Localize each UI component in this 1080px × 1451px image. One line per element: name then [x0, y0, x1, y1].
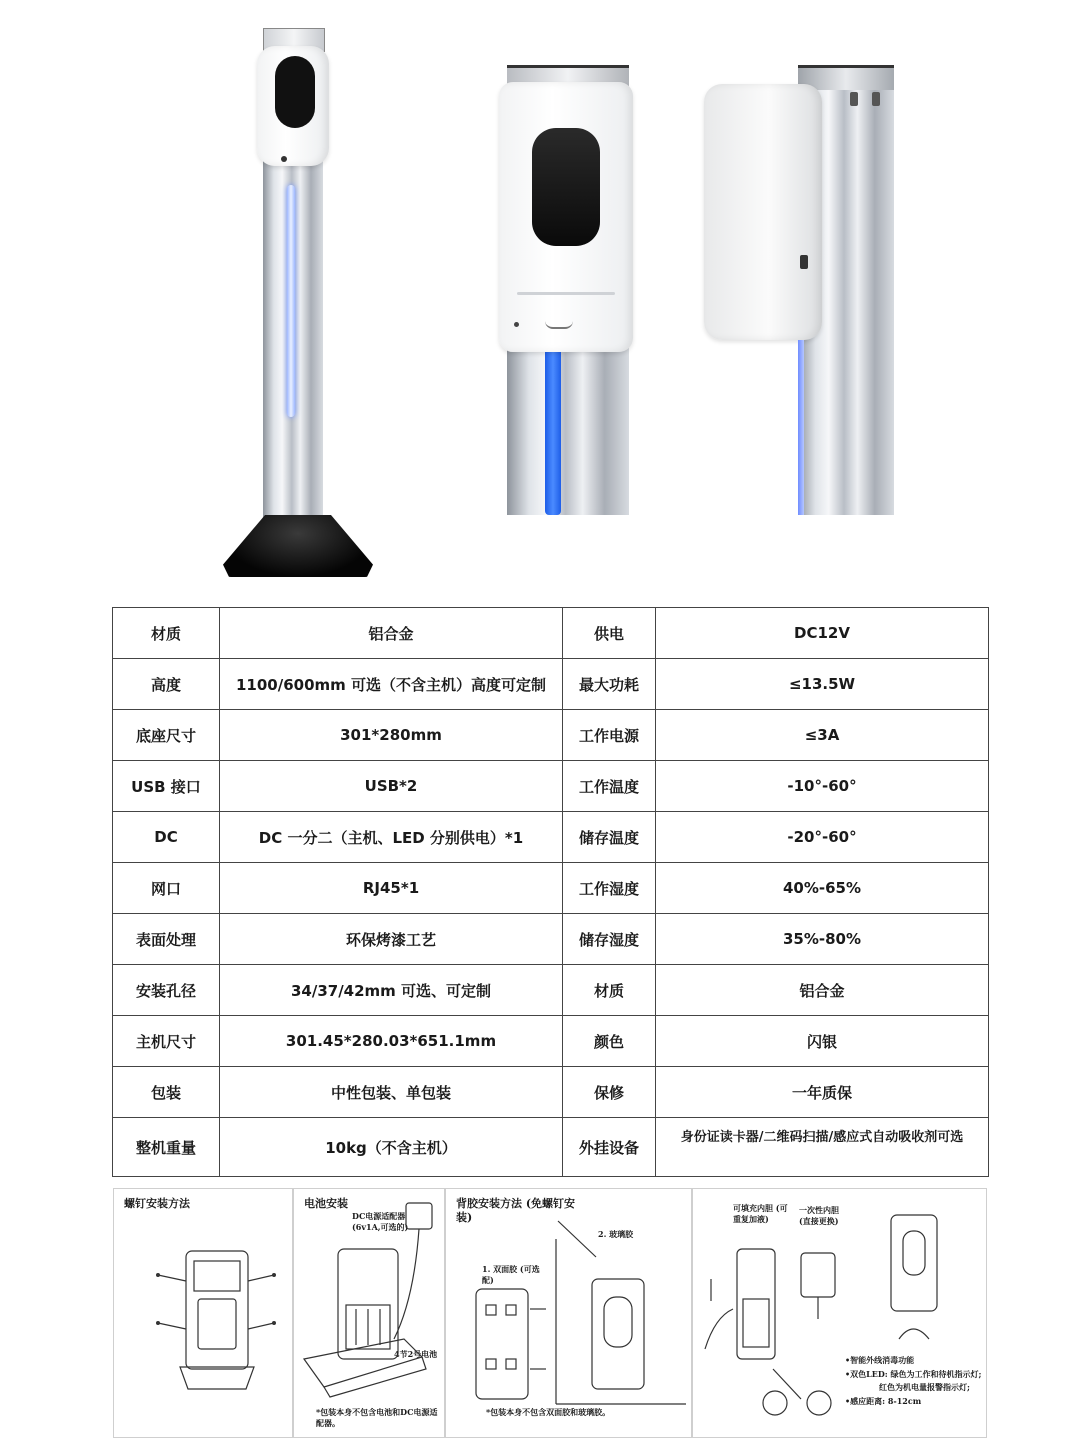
spec-label: 主机尺寸 [113, 1016, 220, 1067]
spec-label: 颜色 [563, 1016, 656, 1067]
spec-label: 包装 [113, 1067, 220, 1118]
spec-label: 工作电源 [563, 710, 656, 761]
spec-label: 保修 [563, 1067, 656, 1118]
adhesive-note: *包装本身不包含双面胶和玻璃胶。 [486, 1407, 611, 1417]
spec-value: 铝合金 [220, 608, 563, 659]
spec-label: 最大功耗 [563, 659, 656, 710]
battery-note: *包装本身不包含电池和DC电源适配器。 [316, 1407, 438, 1428]
spec-value: 身份证读卡器/二维码扫描/感应式自动吸收剂可选 [656, 1118, 989, 1177]
spec-value: 闪银 [656, 1016, 989, 1067]
spec-value: 40%-65% [656, 863, 989, 914]
spec-label: 材质 [113, 608, 220, 659]
table-row [113, 1016, 989, 1067]
spec-label: 整机重量 [113, 1118, 220, 1177]
spec-label: DC [113, 812, 220, 863]
spec-label: 外挂设备 [563, 1118, 656, 1177]
product-photo-dispenser-side [700, 60, 900, 520]
spec-value: 环保烤漆工艺 [220, 914, 563, 965]
product-photo-full-stand [215, 20, 385, 585]
battery-label: 4节2号电池 [394, 1349, 438, 1359]
spec-value: 铝合金 [656, 965, 989, 1016]
spec-label: 高度 [113, 659, 220, 710]
table-row [113, 812, 989, 863]
spec-value: RJ45*1 [220, 863, 563, 914]
spec-value: 一年质保 [656, 1067, 989, 1118]
spec-label: 底座尺寸 [113, 710, 220, 761]
adhesive-step1: 1. 双面胶 (可选配) [482, 1264, 540, 1285]
panel-title: 电池安装 [304, 1197, 348, 1210]
disposable-label: 一次性内胆 (直接更换) [799, 1205, 839, 1226]
spec-label: 工作温度 [563, 761, 656, 812]
refillable-label: 可填充内胆 (可重复加液) [733, 1203, 788, 1224]
spec-value: DC 一分二（主机、LED 分别供电）*1 [220, 812, 563, 863]
spec-label: 储存温度 [563, 812, 656, 863]
spec-value: 301*280mm [220, 710, 563, 761]
refill-panel [692, 1188, 987, 1438]
spec-table [112, 607, 989, 1177]
spec-value: 1100/600mm 可选（不含主机）高度可定制 [220, 659, 563, 710]
spec-value: ≤3A [656, 710, 989, 761]
spec-label: 安装孔径 [113, 965, 220, 1016]
adhesive-install-panel [445, 1188, 692, 1438]
battery-install-diagram [294, 1189, 444, 1437]
adhesive-install-diagram [446, 1189, 691, 1437]
table-row [113, 965, 989, 1016]
panel-title: 背胶安装方法 (免螺钉安装) [456, 1197, 576, 1224]
refill-diagram [693, 1189, 986, 1437]
spec-value: USB*2 [220, 761, 563, 812]
feature-line-2: •双色LED: 绿色为工作和待机指示灯; [845, 1369, 982, 1379]
table-row [113, 608, 989, 659]
table-row [113, 659, 989, 710]
feature-line-3: 红色为机电量报警指示灯; [879, 1382, 970, 1392]
spec-label: 供电 [563, 608, 656, 659]
spec-label: USB 接口 [113, 761, 220, 812]
spec-label: 表面处理 [113, 914, 220, 965]
battery-install-panel [293, 1188, 445, 1438]
product-photo-dispenser-front [497, 60, 637, 518]
table-row [113, 761, 989, 812]
spec-value: 34/37/42mm 可选、可定制 [220, 965, 563, 1016]
spec-value: 中性包装、单包装 [220, 1067, 563, 1118]
table-row [113, 914, 989, 965]
spec-value: DC12V [656, 608, 989, 659]
table-row [113, 863, 989, 914]
adhesive-step2: 2. 玻璃胶 [598, 1229, 634, 1239]
table-row [113, 1067, 989, 1118]
spec-label: 储存湿度 [563, 914, 656, 965]
spec-label: 材质 [563, 965, 656, 1016]
spec-value: 35%-80% [656, 914, 989, 965]
panel-title: 螺钉安装方法 [124, 1197, 190, 1210]
table-row [113, 710, 989, 761]
spec-value: -10°-60° [656, 761, 989, 812]
spec-label: 网口 [113, 863, 220, 914]
adapter-label: DC电源适配器 (6v1A,可选的) [352, 1211, 409, 1232]
feature-line-4: •感应距离: 8-12cm [845, 1396, 922, 1406]
spec-value: ≤13.5W [656, 659, 989, 710]
spec-value: -20°-60° [656, 812, 989, 863]
screw-install-panel [113, 1188, 293, 1438]
screw-install-diagram [114, 1189, 292, 1437]
spec-value: 301.45*280.03*651.1mm [220, 1016, 563, 1067]
spec-value: 10kg（不含主机） [220, 1118, 563, 1177]
spec-label: 工作湿度 [563, 863, 656, 914]
feature-line-1: •智能外线消毒功能 [845, 1355, 915, 1365]
table-row [113, 1118, 989, 1177]
